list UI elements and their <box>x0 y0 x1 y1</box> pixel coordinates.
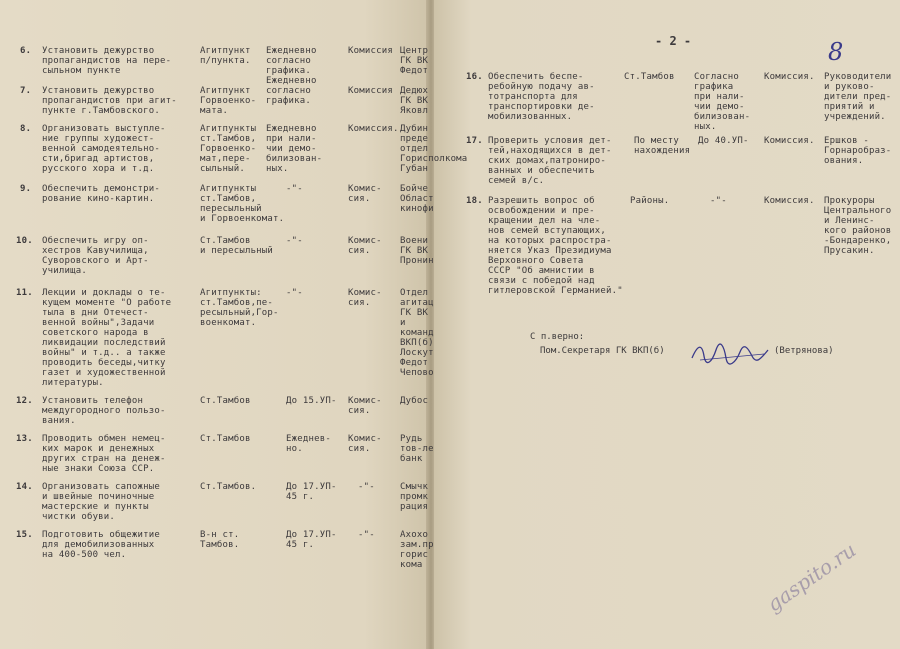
responsible-text: Комиссия. <box>348 124 399 134</box>
task-text: Организовать выступле- ние группы художест- венной самодеятельно- сти,бригад артистов, русского хора и т.д. <box>42 124 166 174</box>
location-text: Агитпункты: ст.Тамбов,пе- ресыльный,Гор- военкомат. <box>200 288 279 328</box>
responsible-text: Комис- сия. <box>348 396 382 416</box>
location-text: Ст.Тамбов. <box>200 482 257 492</box>
task-text: Обеспечить демонстри- рование кино-картин. <box>42 184 160 204</box>
executor-text: Ахохо зам.пр горис кома <box>400 530 434 570</box>
task-text: Проверить условия дет- тей,находящихся в дет- ских домах,патронирo- ванных и обеспечить семей в/с. <box>488 136 612 186</box>
location-text: Ст.Тамбов <box>200 396 251 406</box>
location-text: В-н ст. Тамбов. <box>200 530 240 550</box>
deadline-text: До 17.УП- 45 г. <box>286 530 337 550</box>
signature-scribble <box>690 340 770 368</box>
handwritten-page-number: 8 <box>828 38 844 66</box>
task-text: Обеспечить игру оп- хестров Кавучилища, Суворовского и Арт- училища. <box>42 236 149 276</box>
certification-line2: Пом.Секретаря ГК ВКП(б) <box>540 346 665 356</box>
executor-text: Дедюх ГК ВК Яковл <box>400 86 429 116</box>
task-text: Установить дежурство пропагандистов при агит- пункте г.Тамбовского. <box>42 86 177 116</box>
deadline-text: Ежедневно согласно графика. Ежедневно согласно графика. <box>266 46 317 106</box>
task-text: Установить дежурство пропагандистов на пере- сыльном пункте <box>42 46 172 76</box>
watermark: gaspito.ru <box>762 537 861 617</box>
executor-text: Ершков - Горнаробраз- ования. <box>824 136 892 166</box>
row-number: 18. <box>466 196 483 206</box>
responsible-text: -"- <box>358 482 375 492</box>
deadline-text: -"- <box>286 184 303 194</box>
row-number: 9. <box>20 184 32 194</box>
table-row <box>466 196 892 296</box>
location-text: Агитпункты ст.Тамбов, пересыльный и Горвоенкомат. <box>200 184 285 224</box>
responsible-text: Комис- сия. <box>348 184 382 204</box>
table-row <box>8 530 434 610</box>
page-number: - 2 - <box>655 34 692 48</box>
signature <box>690 340 770 372</box>
deadline-text: До 17.УП- 45 г. <box>286 482 337 502</box>
row-number: 15. <box>16 530 33 540</box>
deadline-text: До 15.УП- <box>286 396 337 406</box>
executor-text: Дубос <box>400 396 429 406</box>
responsible-text: Комиссия. <box>764 196 815 206</box>
deadline-text: Согласно графика при нали- чии демо- билизован- ных. <box>694 72 751 132</box>
row-number: 16. <box>466 72 483 82</box>
executor-text: Смычк промк рация <box>400 482 429 512</box>
deadline-text: -"- <box>286 288 303 298</box>
task-text: Установить телефон междугородного пользо- вания. <box>42 396 166 426</box>
responsible-text: Комиссия <box>348 46 393 56</box>
row-number: 8. <box>20 124 32 134</box>
executor-text: Воени ГК ВК Пронин <box>400 236 434 266</box>
deadline-text: -"- <box>286 236 303 246</box>
row-number: 12. <box>16 396 33 406</box>
task-text: Организовать сапожные и швейные починочные мастерские и пункты чистки обуви. <box>42 482 160 522</box>
executor-text: Руководители и руково- дители пред- приятий и учреждений. <box>824 72 892 122</box>
row-number: 17. <box>466 136 483 146</box>
location-text: Агитпункт п/пункта. <box>200 46 251 66</box>
row-number: 13. <box>16 434 33 444</box>
location-text: По месту нахождения <box>634 136 691 156</box>
executor-text: Рудь тов-ле банк <box>400 434 434 464</box>
responsible-text: -"- <box>358 530 375 540</box>
location-text: Ст.Тамбов <box>200 434 251 444</box>
certification-line1: С п.верно: <box>530 332 585 342</box>
responsible-text: Комиссия. <box>764 72 815 82</box>
table-row <box>8 288 434 388</box>
deadline-text: До 40.УП- <box>698 136 749 146</box>
row-number: 11. <box>16 288 33 298</box>
location-text: Районы. <box>630 196 670 206</box>
deadline-text: -"- <box>710 196 727 206</box>
deadline-text: Ежедневно при нали- чии демо- билизован- ных. <box>266 124 323 174</box>
row-number: 14. <box>16 482 33 492</box>
deadline-text: Ежеднев- но. <box>286 434 331 454</box>
executor-text: Прокуроры Центрального и Ленинс- кого районов -Бондаренко, Прусакин. <box>824 196 892 256</box>
row-number: 6. <box>20 46 32 56</box>
signer-name: (Ветрянова) <box>774 346 834 356</box>
responsible-text: Комис- сия. <box>348 288 382 308</box>
executor-text: Дубин преде отдел Горисполкома Губан <box>400 124 468 174</box>
responsible-text: Комиссия. <box>764 136 815 146</box>
executor-text: Бойче Област кинофи <box>400 184 434 214</box>
row-number: 10. <box>16 236 33 246</box>
location-text: Ст.Тамбов <box>624 72 675 82</box>
responsible-text: Комиссия <box>348 86 393 96</box>
task-text: Подготовить общежитие для демобилизованных на 400-500 чел. <box>42 530 160 560</box>
task-text: Обеспечить беспе- ребойную подачу ав- тотранспорта для транспортировки де- мобилизованных. <box>488 72 595 122</box>
task-text: Лекции и доклады о те- кущем моменте "О работе тыла в дни Отечест- венной войны",Задачи советского народа в ликвидации последствий войны" и т.д.. а также проводить беседы,читку газет и художественной литературы. <box>42 288 172 388</box>
row-number: 7. <box>20 86 32 96</box>
task-text: Разрешить вопрос об освобождении и пре- кращении дел на чле- нов семей вступающих, на которых распростра- няется Указ Президиума Верховного Совета СССР "Об амнистии в связи с победой над гитлеровской Германией." <box>488 196 623 296</box>
responsible-text: Комис- сия. <box>348 236 382 256</box>
executor-text: Центр ГК ВК Федот <box>400 46 429 76</box>
executor-text: Отдел агитац ГК ВК и команд ВКП(б) Лоскут Федот Чепово <box>400 288 434 378</box>
location-text: Агитпункты ст.Тамбов, Горвоенко- мат,пере- сыльный. <box>200 124 257 174</box>
responsible-text: Комис- сия. <box>348 434 382 454</box>
location-text: Ст.Тамбов и пересыльный <box>200 236 274 256</box>
location-text: Агитпункт Горвоенко- мата. <box>200 86 257 116</box>
task-text: Проводить обмен немец- ких марок и денежных других стран на денеж- ные знаки Союза ССР. <box>42 434 166 474</box>
